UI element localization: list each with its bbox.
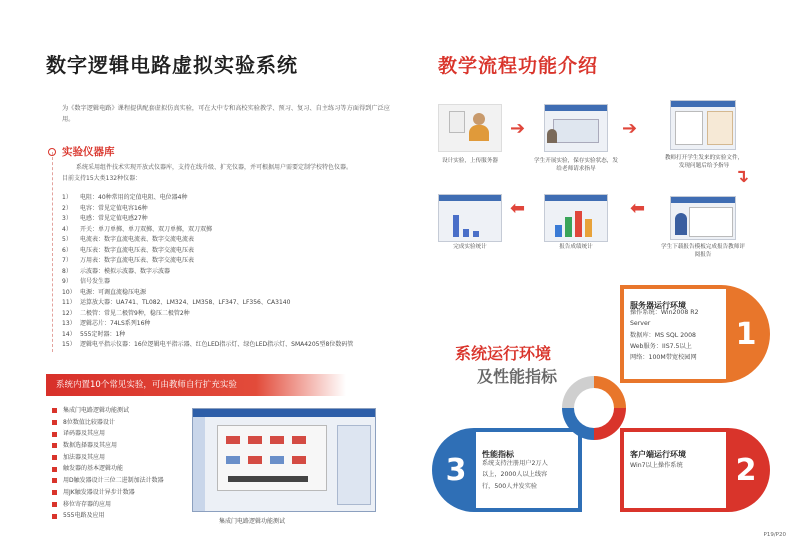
person-icon [547, 129, 557, 143]
list-item: 10） 电源：可调直流稳压电源 [62, 288, 147, 296]
list-item: 5） 电流表：数字直流电流表、数字交流电流表 [62, 236, 195, 243]
list-item: 6） 电压表：数字直流电压表、数字交流电压表 [62, 246, 195, 254]
bullet-icon [52, 443, 57, 448]
section-divider [52, 152, 53, 352]
arrow-left-icon: ⬅ [510, 198, 526, 219]
list-item: 触发器的基本逻辑功能 [52, 463, 164, 475]
intro-paragraph: 为《数字逻辑电路》课程提供配套虚拟仿真实验，可在大中专和高校实验教学、预习、复习、自主练习等方面得到广泛应用。 [62, 105, 390, 123]
list-item: 4） 开关：单刀单掷、单刀双掷、双刀单掷，双刀双掷 [62, 225, 213, 233]
env-card-title: 客户端运行环境 [630, 450, 686, 459]
page-number: P19/P20 [763, 532, 786, 538]
library-heading-label: 实验仪器库 [62, 146, 115, 158]
list-item: 12） 二极管：常见二极管9种，稳压二极管2种 [62, 309, 190, 317]
chip-icon [226, 456, 240, 464]
list-item: 15） 逻辑电平指示仪器：16位逻辑电平指示器、红色LED指示灯、绿色LED指示灯、SMA4205型8位数码管 [62, 341, 354, 348]
env-card-number: 3 [445, 452, 467, 488]
flow-step-caption: 完成实验统计 [453, 244, 487, 250]
bullet-icon [52, 432, 57, 437]
list-item: 13） 逻辑芯片：74LS系列16种 [62, 320, 151, 327]
env-card-lines: Win7以上操作系统 [630, 462, 683, 469]
bullet-icon [52, 467, 57, 472]
flow-step-image [438, 104, 502, 152]
bar-mark [473, 231, 479, 237]
list-item: 集成门电路逻辑功能测试 [52, 405, 164, 417]
env-card-lines: 系统支持注册用户2万人 以上，2000人以上线容 行，500人并发实验 [482, 460, 548, 490]
report-panel [689, 207, 733, 237]
list-item: 数据选择器及其应用 [52, 440, 164, 452]
library-description [62, 162, 392, 184]
library-desc-line: 目前支持15大类132种仪器： [62, 175, 142, 182]
list-item: 3） 电感：常见定值电感27种 [62, 215, 148, 222]
flow-step-caption: 教师打开学生发来的实验文件，发现问题后给予指导 [664, 155, 744, 169]
chip-icon [292, 436, 306, 444]
center-swirl-graphic [556, 370, 632, 446]
swirl-segment-gray [562, 376, 594, 408]
list-item: 1） 电阻：40种常用的定值电阻、电位器4种 [62, 194, 188, 201]
bullet-icon [52, 490, 57, 495]
list-item: 8） 示波器：模拟示波器、数字示波器 [62, 267, 171, 275]
swirl-segment-orange [594, 376, 626, 408]
flow-step-image [670, 100, 736, 150]
flow-step-caption: 设计实验，上传服务器 [442, 158, 498, 164]
dialog-panel [707, 111, 733, 145]
list-item: 14） 555定时器：1种 [62, 330, 126, 338]
list-item: 7） 万用表：数字直流电压表、数字交流电压表 [62, 257, 195, 264]
chip-icon [248, 456, 262, 464]
chip-icon [270, 456, 284, 464]
env-card-number: 1 [735, 316, 757, 352]
instrument-list [62, 193, 382, 351]
chip-icon [292, 456, 306, 464]
env-title: 系统运行环境 [455, 344, 552, 363]
list-item: 移位寄存器的应用 [52, 499, 164, 511]
bullet-icon [52, 455, 57, 460]
env-card-title: 服务器运行环境 [630, 301, 686, 310]
toolbox-panel [193, 417, 205, 511]
swirl-segment-blue [562, 408, 594, 440]
screenshot-caption: 集成门电路逻辑功能测试 [219, 518, 286, 525]
bullet-icon [52, 478, 57, 483]
experiment-screenshot [192, 408, 376, 512]
arrow-down-icon: ↴ [734, 166, 750, 187]
flow-title: 教学流程功能介绍 [438, 55, 599, 77]
list-item: 9） 信号发生器 [62, 278, 111, 285]
flow-step-image [544, 194, 608, 242]
page-title: 数字逻辑电路虚拟实验系统 [46, 53, 298, 77]
flow-step-image [670, 196, 736, 240]
library-heading [48, 144, 115, 159]
bar-mark [463, 229, 469, 237]
swirl-segment-red [594, 408, 626, 440]
list-item: 加法器及其应用 [52, 452, 164, 464]
person-body-icon [469, 125, 489, 141]
list-item: 2） 电容：常见定值电容16种 [62, 204, 148, 212]
library-desc-line: 系统采用组件技术实现开放式仪器库，支持在线升级、扩充仪器，并可根据用户需要定制学校特色仪器。 [76, 164, 353, 171]
property-panel [337, 425, 371, 505]
flow-step-caption: 报告成绩统计 [559, 244, 593, 250]
chip-icon [248, 436, 262, 444]
env-subtitle: 及性能指标 [477, 367, 558, 386]
arrow-left-icon: ⬅ [630, 198, 646, 219]
server-icon [449, 111, 465, 133]
list-item: 8位数值比较器设计 [52, 417, 164, 429]
bullet-icon [52, 408, 57, 413]
screen-content [553, 119, 599, 143]
flow-step-caption: 学生开展实验，保存实验状态，发给老师请求指导 [534, 158, 618, 172]
bar-mark [453, 215, 459, 237]
list-item: 555电路及应用 [52, 510, 164, 522]
bar-mark [585, 219, 592, 237]
person-icon [473, 113, 485, 125]
env-card-server [620, 285, 770, 383]
arrow-right-icon: ➔ [510, 118, 526, 139]
flow-step-image [438, 194, 502, 242]
chip-icon [270, 436, 284, 444]
experiment-list [52, 405, 164, 522]
circuit-board [217, 425, 327, 491]
list-item: 用D触发器设计三位二进制加法计数器 [52, 475, 164, 487]
list-item: 用JK触发器设计异步计数器 [52, 487, 164, 499]
env-card-title: 性能指标 [482, 450, 514, 459]
breadboard-strip [228, 476, 308, 482]
window-titlebar [193, 409, 375, 417]
flow-step-image [544, 104, 608, 152]
list-item: 译码器及其应用 [52, 428, 164, 440]
bar-mark [555, 225, 562, 237]
bullet-icon [52, 514, 57, 519]
experiments-banner: 系统内置10个常见实验，可由教师自行扩充实验 [46, 374, 346, 396]
bullet-icon [52, 420, 57, 425]
person-icon [675, 213, 687, 235]
file-panel [675, 111, 703, 145]
arrow-right-icon: ➔ [622, 118, 638, 139]
env-card-lines: 操作系统：Win2008 R2 Server 数据库：MS SQL 2008 Web服务：IIS7.5以上 网络：100M带宽校园网 [630, 309, 699, 362]
env-card-client [620, 428, 770, 512]
bullet-icon [52, 502, 57, 507]
flow-step-caption: 学生下载报告模板完成报告教师评阅报告 [661, 244, 745, 258]
bar-mark [575, 211, 582, 237]
chip-icon [226, 436, 240, 444]
env-card-number: 2 [735, 452, 757, 488]
bar-mark [565, 217, 572, 237]
list-item: 11） 运算放大器：UA741、TL082、LM324、LM358、LF347、LF356、CA3140 [62, 299, 291, 306]
